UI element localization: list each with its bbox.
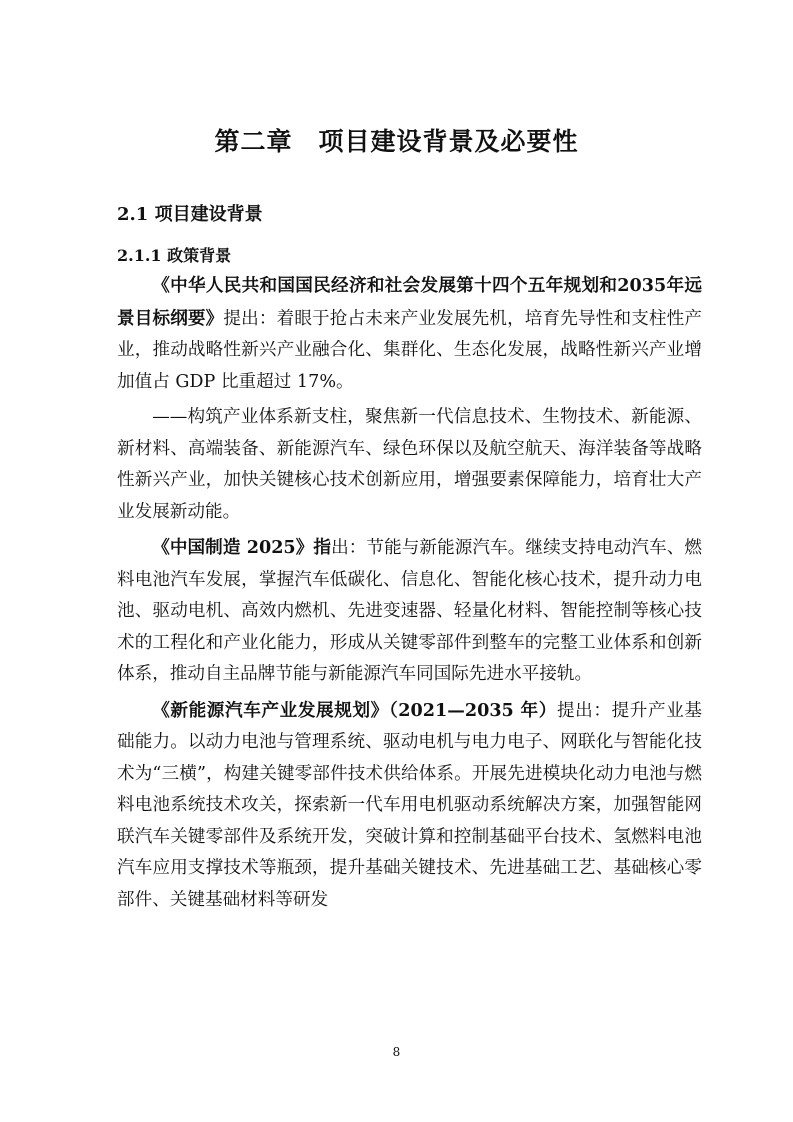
paragraph-made-in-china	[117, 532, 702, 691]
paragraph-text: 提出：着眼于抢占未来产业发展先机，培育先导性和支柱性产业，推动战略性新兴产业融合化、集群化、生态化发展，战略性新兴产业增加值占 GDP 比重超过 17%。	[117, 308, 702, 392]
page-number: 8	[392, 1045, 401, 1059]
chapter-number: 第二章	[214, 127, 293, 156]
paragraph-source-title: 《中华人民共和国国民经济和社会发展第十四个五年规划和2035年远景目标纲要》	[117, 275, 702, 329]
paragraph-nev-plan	[117, 695, 702, 917]
paragraph-text: ——构筑产业体系新支柱，聚焦新一代信息技术、生物技术、新能源、新材料、高端装备、新能源汽车、绿色环保以及航空航天、海洋装备等战略性新兴产业，加快关键核心技术创新应用，增强要素保障能力，培育壮大产业发展新动能。	[117, 406, 702, 522]
paragraph-text: 提出：提升产业基础能力。以动力电池与管理系统、驱动电机与电力电子、网联化与智能化技术为“三横”，构建关键零部件技术供给体系。开展先进模块化动力电池与燃料电池系统技术攻关，探索新一代车用电机驱动系统解决方案，加强智能网联汽车关键零部件及系统开发，突破计算和控制基础平台技术、氢燃料电池汽车应用支撑技术等瓶颈，提升基础关键技术、先进基础工艺、基础核心零部件、关键基础材料等研发	[117, 700, 702, 911]
chapter-name: 项目建设背景及必要性	[318, 127, 579, 156]
chapter-title	[0, 122, 793, 158]
subsection-heading: 2.1.1 政策背景	[117, 246, 232, 265]
paragraph-industry-pillars	[117, 402, 702, 528]
body-text	[117, 270, 702, 920]
paragraph-outline-plan	[117, 270, 702, 398]
section-heading: 2.1 项目建设背景	[117, 204, 263, 225]
paragraph-source-title: 《新能源汽车产业发展规划》（2021—2035 年）	[152, 699, 557, 721]
paragraph-text: 出：节能与新能源汽车。继续支持电动汽车、燃料电池汽车发展，掌握汽车低碳化、信息化、智能化核心技术，提升动力电池、驱动电机、高效内燃机、先进变速器、轻量化材料、智能控制等核心技术的工程化和产业化能力，形成从关键零部件到整车的完整工业体系和创新体系，推动自主品牌节能与新能源汽车同国际先进水平接轨。	[117, 537, 702, 685]
paragraph-source-title: 《中国制造 2025》指	[152, 536, 332, 558]
